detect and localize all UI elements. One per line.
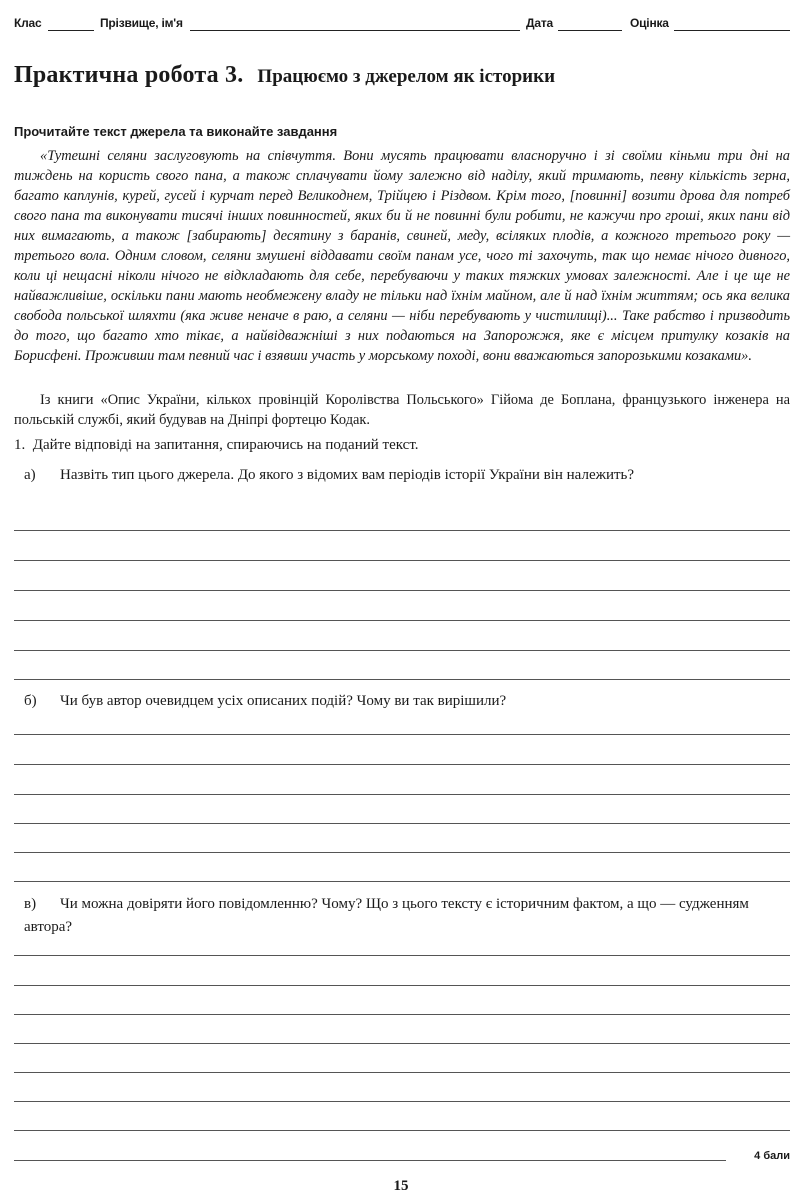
question-a — [24, 464, 788, 487]
answer-line[interactable] — [14, 1072, 790, 1073]
answer-line[interactable] — [14, 985, 790, 986]
date-label: Дата — [526, 16, 553, 30]
title-main: Практична робота 3. — [14, 62, 244, 88]
header-fields — [14, 16, 790, 34]
answer-line[interactable] — [14, 530, 790, 531]
name-input-line[interactable] — [190, 30, 520, 31]
answer-line[interactable] — [14, 764, 790, 765]
source-citation: Із книги «Опис України, кількох провінцій Королівства Польського» Гійома де Боплана, французького інженера на польській службі, який будував на Дніпрі фортецю Кодак. — [14, 392, 790, 428]
answer-line[interactable] — [14, 794, 790, 795]
question-c — [24, 893, 788, 939]
answer-line[interactable] — [14, 679, 790, 680]
answer-line[interactable] — [14, 1101, 790, 1102]
answer-line[interactable] — [14, 1043, 790, 1044]
question-label: б) — [24, 693, 37, 709]
source-quote: «Тутешні селяни заслуговують на співчуття. Вони мусять працювати власноручно і зі своїми кіньми три дні на тиждень на користь свого пана, а також сплачувати йому залежно від наділу, який тримають, певну кількість зерна, багато каплунів, курей, гусей і курчат перед Великоднем, Трійцею і Різдвом. Крім того, [повинні] возити дрова для потреб свого пана та виконувати тисячі інших повинностей, яких би й не повинні були робити, не кажучи про гроші, яких пани від них вимагають, а також [забирають] десятину з баранів, свиней, меду, всіляких плодів, а кожного третього року — третього вола. Одним словом, селяни змушені віддавати своїм панам усе, чого ті захочуть, так що немає нічого дивного, коли ці нещасні ніколи нічого не відкладають для себе, перебуваючи у таких тяжких умовах залежності. Але і це ще не найважливіше, оскільки пани мають необмежену владу не тільки над їхнім майном, але й над їхнім життям; ось яка велика свобода польської шляхти (яка живе неначе в раю, а селяни — ніби перебувають у чистилищі)... Таке рабство і призводить до того, що багато хто тікає, а найвідважніші з них подаються на Запорожжя, яке є місцем притулку козаків на Борисфені. Проживши там певний час і взявши участь у морському поході, вони вважаються запорозькими козаками». — [14, 148, 790, 364]
grade-label: Оцінка — [630, 16, 669, 30]
class-label: Клас — [14, 16, 42, 30]
question-text: Назвіть тип цього джерела. До якого з відомих вам періодів історії України він належить? — [60, 467, 635, 483]
answer-line[interactable] — [14, 852, 790, 853]
answer-line[interactable] — [14, 560, 790, 561]
score-label: 4 бали — [754, 1150, 790, 1162]
answer-line[interactable] — [14, 620, 790, 621]
page-number: 15 — [393, 1178, 409, 1194]
date-input-line[interactable] — [558, 30, 622, 31]
question-b — [24, 690, 788, 713]
answer-line[interactable] — [14, 590, 790, 591]
question-label: в) — [24, 896, 37, 912]
page-title — [14, 62, 555, 89]
answer-line[interactable] — [14, 1014, 790, 1015]
instruction: Прочитайте текст джерела та виконайте завдання — [14, 124, 338, 139]
answer-line[interactable] — [14, 650, 790, 651]
answer-line[interactable] — [14, 1160, 726, 1161]
answer-line[interactable] — [14, 881, 790, 882]
answer-line[interactable] — [14, 823, 790, 824]
question-text: Чи можна довіряти його повідомленню? Чому? Що з цього тексту є історичним фактом, а що — судженням автора? — [24, 896, 749, 935]
question-text: Чи був автор очевидцем усіх описаних подій? Чому ви так вирішили? — [60, 693, 507, 709]
task-text: Дайте відповіді на запитання, спираючись на поданий текст. — [32, 437, 419, 453]
answer-line[interactable] — [14, 734, 790, 735]
title-sub: Працюємо з джерелом як історики — [257, 66, 556, 87]
grade-input-line[interactable] — [674, 30, 790, 31]
task-1 — [14, 437, 419, 454]
question-label: а) — [24, 467, 36, 483]
name-label: Прізвище, ім'я — [100, 16, 183, 30]
class-input-line[interactable] — [48, 30, 94, 31]
answer-line[interactable] — [14, 1130, 790, 1131]
answer-line[interactable] — [14, 955, 790, 956]
task-number: 1. — [14, 437, 26, 453]
